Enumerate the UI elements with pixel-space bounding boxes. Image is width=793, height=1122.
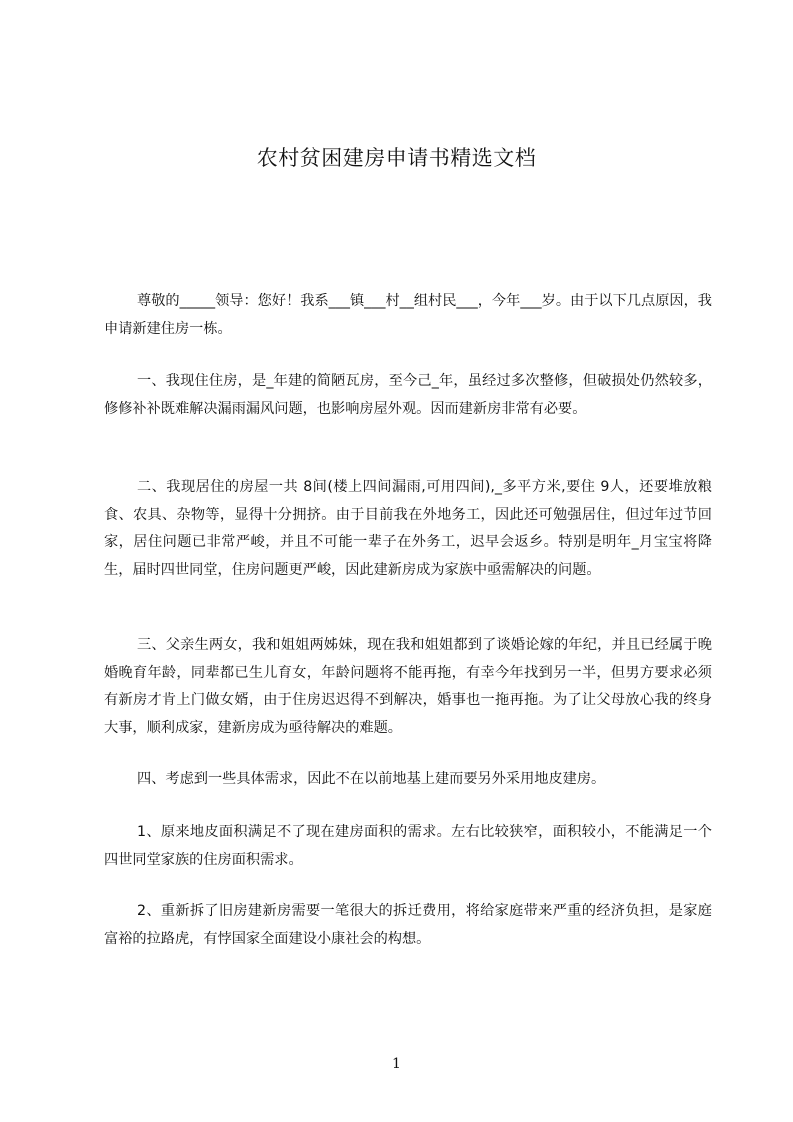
document-title: 农村贫困建房申请书精选文档 bbox=[256, 146, 537, 170]
paragraph-reason-4 bbox=[104, 766, 712, 794]
paragraph: 一、我现住住房，是_年建的简陋瓦房，至今己_年，虽经过多次整修，但破损处仍然较多，修修补补既难解决漏雨漏风问题，也影响房屋外观。因而建新房非常有必要。 bbox=[104, 373, 712, 417]
paragraph-reason-3 bbox=[104, 632, 712, 742]
page-number: 1 bbox=[392, 1056, 401, 1072]
paragraph: 尊敬的_____领导：您好！我系___镇___村__组村民___，今年___岁。由于以下几点原因，我申请新建住房一栋。 bbox=[104, 293, 712, 337]
paragraph-item-1 bbox=[104, 819, 712, 874]
paragraph: 1、原来地皮面积满足不了现在建房面积的需求。左右比较狭窄，面积较小，不能满足一个四世同堂家族的住房面积需求。 bbox=[104, 824, 712, 868]
paragraph-reason-1 bbox=[104, 368, 712, 423]
paragraph: 三、父亲生两女，我和姐姐两姊妹，现在我和姐姐都到了谈婚论嫁的年纪，并且已经属于晚婚晚育年龄，同辈都已生儿育女，年龄问题将不能再拖，有幸今年找到另一半，但男方要求必须有新房才肯上门做女婿，由于住房迟迟得不到解决，婚事也一拖再拖。为了让父母放心我的终身大事，顺利成家，建新房成为亟待解决的难题。 bbox=[104, 637, 712, 736]
paragraph: 2、重新拆了旧房建新房需要一笔很大的拆迁费用，将给家庭带来严重的经济负担，是家庭富裕的拉路虎，有悖国家全面建设小康社会的构想。 bbox=[104, 903, 712, 947]
paragraph-item-2 bbox=[104, 898, 712, 953]
paragraph: 四、考虑到一些具体需求，因此不在以前地基上建而要另外采用地皮建房。 bbox=[137, 771, 606, 787]
paragraph: 二、我现居住的房屋一共 8间(楼上四间漏雨,可用四间),_多平方米,要住 9人，还要堆放粮食、农具、杂物等，显得十分拥挤。由于目前我在外地务工，因此还可勉强居住，但过年过节回家，居住问题已非常严峻，并且不可能一辈子在外务工，迟早会返乡。特别是明年_月宝宝将降生，届时四世同堂，住房问题更严峻，因此建新房成为家族中亟需解决的问题。 bbox=[104, 479, 712, 578]
paragraph-reason-2 bbox=[104, 474, 712, 584]
paragraph-greeting bbox=[104, 288, 712, 343]
